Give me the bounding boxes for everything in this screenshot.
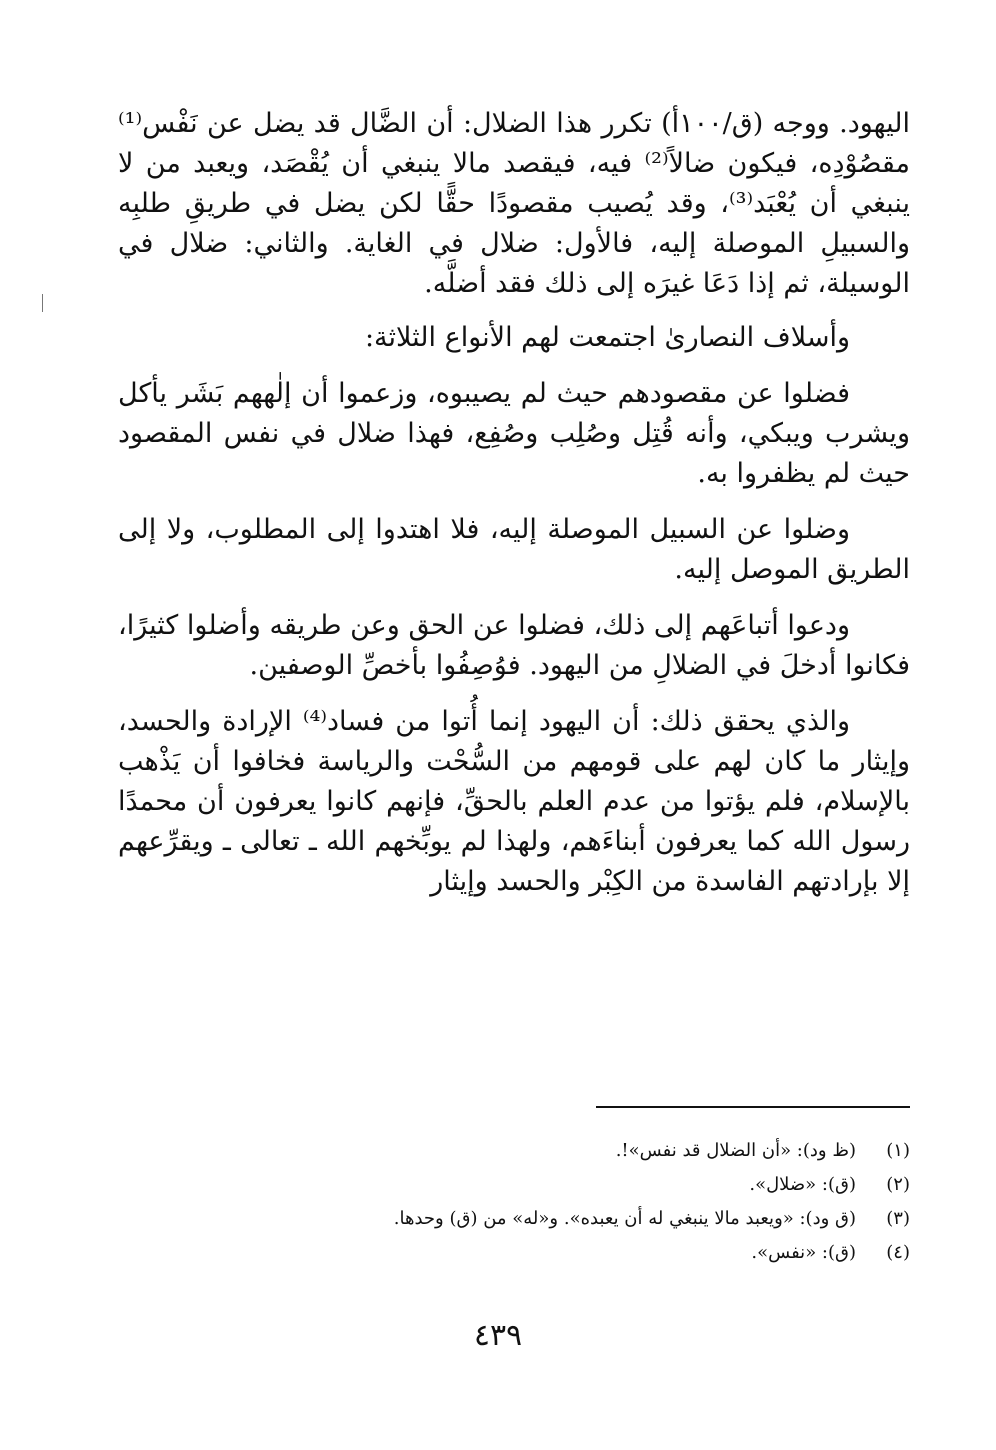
footnote: [118, 1134, 910, 1168]
footnote-text: (ق ود): «ويعبد مالا ينبغي له أن يعبده». و«له» من (ق) وحدها.: [393, 1208, 856, 1229]
footnote: [118, 1168, 910, 1202]
footnote-number: (٤): [886, 1242, 910, 1263]
paragraph: وضلوا عن السبيل الموصلة إليه، فلا اهتدوا إلى المطلوب، ولا إلى الطريق الموصل إليه.: [118, 514, 910, 585]
paragraph: ودعوا أتباعَهم إلى ذلك، فضلوا عن الحق وعن طريقه وأضلوا كثيرًا، فكانوا أدخلَ في الضلالِ من اليهود. فوُصِفُوا بأخصِّ الوصفين.: [118, 610, 910, 681]
footnote-divider: [596, 1106, 910, 1108]
page-number: ٤٣٩: [473, 1318, 523, 1353]
paragraph: اليهود. ووجه (ق/١٠٠أ) تكرر هذا الضلال: أن الضَّال قد يضل عن نَفْس⁽¹⁾ مقصُوْدِه، فيكون ضالاً⁽²⁾ فيه، فيقصد مالا ينبغي أن يُقْصَد، ويعبد من لا ينبغي أن يُعْبَد⁽³⁾، وقد يُصيب مقصودًا حقًّا لكن يضل في طريقِ طلبِه والسبيلِ الموصلة إليه، فالأول: ضلال في الغاية. والثاني: ضلال في الوسيلة، ثم إذا دَعَا غيرَه إلى ذلك فقد أضلَّه.: [118, 108, 910, 299]
margin-mark: [42, 294, 43, 312]
footnote-text: (ظ ود): «أن الضلال قد نفس»!.: [615, 1140, 856, 1161]
footnote: [118, 1236, 910, 1270]
paragraph: فضلوا عن مقصودهم حيث لم يصيبوه، وزعموا أن إلٰههم بَشَر يأكل ويشرب ويبكي، وأنه قُتِل وصُلِب وصُفِع، فهذا ضلال في نفس المقصود حيث لم يظفروا به.: [118, 378, 910, 489]
footnotes: [118, 1134, 910, 1270]
paragraph: والذي يحقق ذلك: أن اليهود إنما أُتوا من فساد⁽⁴⁾ الإرادة والحسد، وإيثار ما كان لهم على قومهم من السُّحْت والرياسة فخافوا أن يَذْهب بالإسلام، فلم يؤتوا من عدم العلم بالحقِّ، فإنهم كانوا يعرفون أن محمدًا رسول الله كما يعرفون أبناءَهم، ولهذا لم يوبِّخهم الله ـ تعالى ـ ويقرِّعهم إلا بإرادتهم الفاسدة من الكِبْر والحسد وإيثار: [118, 706, 910, 897]
footnote-text: (ق): «ضلال».: [749, 1174, 856, 1195]
footnote-text: (ق): «نفس».: [751, 1242, 856, 1263]
footnote-number: (٣): [886, 1208, 910, 1229]
body-text: [118, 104, 910, 902]
footnote: [118, 1202, 910, 1236]
footnote-number: (١): [886, 1140, 910, 1161]
paragraph: وأسلاف النصارىٰ اجتمعت لهم الأنواع الثلاثة:: [364, 322, 850, 353]
footnote-number: (٢): [886, 1174, 910, 1195]
